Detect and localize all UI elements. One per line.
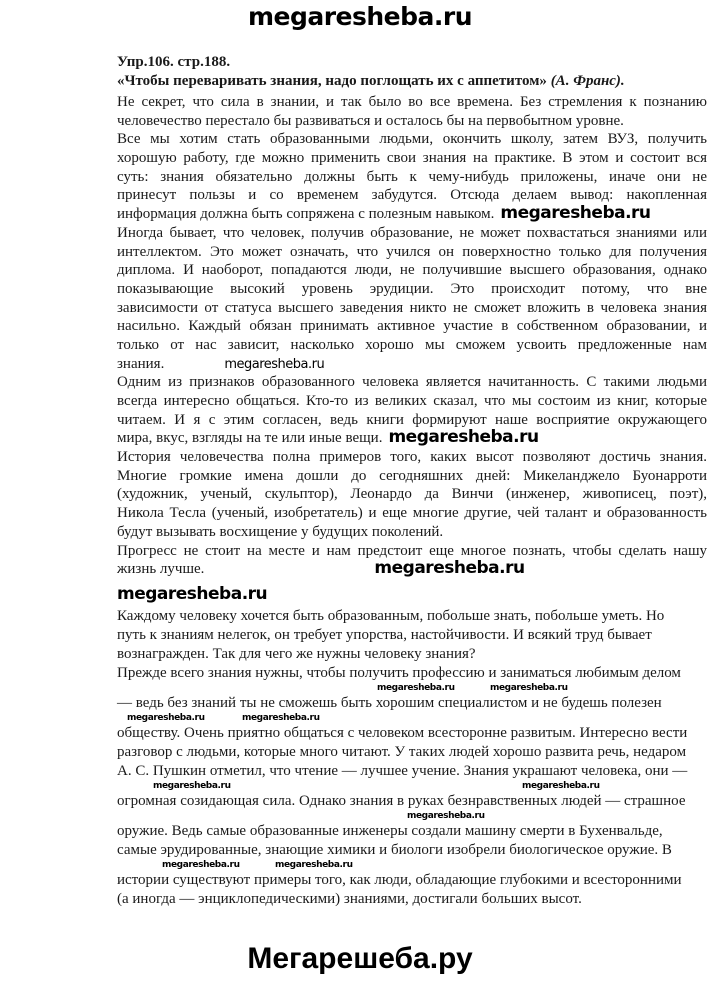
watermark: megaresheba.ru (407, 811, 485, 821)
text-line: насильно. Каждый обязан принимать активное участие в собственном образовании, и (117, 318, 707, 335)
text-line: обществу. Очень приятно общаться с человеком всесторонне развитым. Интересно вести (117, 725, 688, 741)
watermark-row (117, 781, 707, 792)
text-line: путь к знаниям нелегок, он требует упорства, настойчивости. И всякий труд бывает (117, 627, 652, 643)
watermark-row (117, 583, 707, 607)
text-line: истории существуют примеры того, как люди, обладающие глубокими и всесторонними (117, 872, 682, 888)
text-line: Одним из признаков образованного человека является начитанность. С такими людьми (117, 374, 707, 391)
text-line: Многие громкие имена дошли до сегодняшних дней: Микеланджело Буонарроти (117, 467, 707, 484)
watermark: megaresheba.ru (374, 558, 525, 579)
exercise-number: Упр.106. стр.188. (117, 54, 231, 70)
essay-first-version (117, 93, 707, 579)
text-line (117, 429, 707, 448)
text-line: читаем. И я с этим согласен, ведь книги формируют наше восприятие окружающего (117, 411, 707, 428)
watermark: megaresheba.ru (117, 584, 268, 604)
text-line-content: знания. (117, 355, 165, 372)
text-line: диплома. И наоборот, попадаются люди, не получившие высшего образования, однако (117, 262, 707, 279)
watermark-row (117, 811, 707, 822)
essay-second-version (117, 583, 707, 909)
text-line-content: мира, вкус, взгляды на те или иные вещи. (117, 430, 383, 447)
text-line: суть: знания обязательно должны быть к чему-нибудь приложены, иначе они не (117, 168, 707, 185)
text-line: (а иногда — энциклопедическими) знаниями, достигали больших высот. (117, 891, 582, 907)
quote-author: (А. Франс). (550, 73, 625, 89)
watermark: megaresheba.ru (500, 203, 651, 224)
text-line: показывающие высокий уровень эрудиции. Это происходит потому, что вне (117, 280, 707, 297)
text-line: зависимости от статуса высшего заведения никто не сможет вложить в человека знания (117, 299, 707, 316)
watermark: megaresheba.ru (490, 683, 568, 693)
quote: «Чтобы переваривать знания, надо поглощать их с аппетитом» (117, 73, 547, 89)
text-line: всегда интересно общаться. Кто-то из великих сказал, что мы состоим из книг, которые (117, 393, 707, 409)
essay-title (117, 72, 707, 91)
watermark: megaresheba.ru (522, 781, 600, 791)
text-line: Каждому человеку хочется быть образованным, побольше знать, побольше уметь. Но (117, 608, 665, 624)
text-line (117, 205, 707, 224)
text-line: Иногда бывает, что человек, получив образование, не может похвастаться знаниями или (117, 224, 707, 241)
text-line: разговор с людьми, которые много читают. У таких людей хорошо развита речь, недаром (117, 744, 687, 760)
text-line: будут вызывать восхищение у будущих поколений. (117, 523, 444, 540)
watermark-row (117, 713, 707, 724)
text-line: Никола Тесла (ученый, изобретатель) и еще многие другие, чей талант и образованность (117, 505, 707, 522)
text-line: вознагражден. Так для чего же нужны человеку знания? (117, 646, 476, 662)
text-line: хорошую работу, где можно применить свои знания на практике. В этом и состоит вся (117, 150, 707, 167)
watermark: megaresheba.ru (162, 860, 240, 870)
text-line: огромная созидающая сила. Однако знания в руках безнравственных людей — страшное (117, 793, 686, 809)
text-line: оружие. Ведь самые образованные инженеры создали машину смерти в Бухенвальде, (117, 823, 663, 839)
text-line: Прогресс не стоит на месте и нам предстоит еще многое познать, чтобы сделать нашу (117, 542, 707, 559)
text-line: только от нас зависит, насколько хорошо мы сможем усвоить предложенные нам (117, 336, 707, 353)
text-line-content: информация должна быть сопряжена с полезным навыком. (117, 206, 495, 223)
watermark-row (117, 860, 707, 871)
watermark: megaresheba.ru (377, 683, 455, 693)
text-line (117, 355, 707, 374)
text-line (117, 560, 707, 579)
text-line: А. С. Пушкин отметил, что чтение — лучшее учение. Знания украшают человека, они — (117, 763, 688, 779)
text-line: История человечества полна примеров того, каких высот позволяют достичь знания. (117, 449, 707, 466)
watermark: megaresheba.ru (388, 427, 539, 448)
footer-watermark: Мегарешеба.ру (247, 942, 473, 975)
text-line: Все мы хотим стать образованными людьми, окончить школу, затем ВУЗ, получить (117, 131, 707, 148)
text-line: человечество перестало бы развиваться и осталось бы на первобытном уровне. (117, 112, 624, 129)
watermark: megaresheba.ru (242, 713, 320, 723)
text-line-content: жизнь лучше. (117, 561, 205, 578)
text-line: самые эрудированные, знающие химики и биологи изобрели биологическое оружие. В (117, 842, 672, 858)
text-line: — ведь без знаний ты не сможешь быть хорошим специалистом и не будешь полезен (117, 695, 662, 711)
watermark: megaresheba.ru (153, 781, 231, 791)
watermark: megaresheba.ru (127, 713, 205, 723)
watermark: megaresheba.ru (275, 860, 353, 870)
watermark-top: megaresheba.ru (247, 2, 473, 31)
watermark: megaresheba.ru (224, 356, 325, 372)
text-line: (художник, ученый, скульптор), Леонардо да Винчи (инженер, живописец, поэт), (117, 486, 707, 503)
text-line: Не секрет, что сила в знании, и так было во все времена. Без стремления к познанию (117, 94, 707, 110)
watermark-row (117, 683, 707, 694)
text-line: Прежде всего знания нужны, чтобы получить профессию и заниматься любимым делом (117, 665, 681, 681)
text-line: принесут пользы и со временем забудутся. Отсюда делаем вывод: накопленная (117, 187, 707, 204)
text-line: интеллектом. Это может означать, что учился он поверхностно только для получения (117, 243, 707, 260)
